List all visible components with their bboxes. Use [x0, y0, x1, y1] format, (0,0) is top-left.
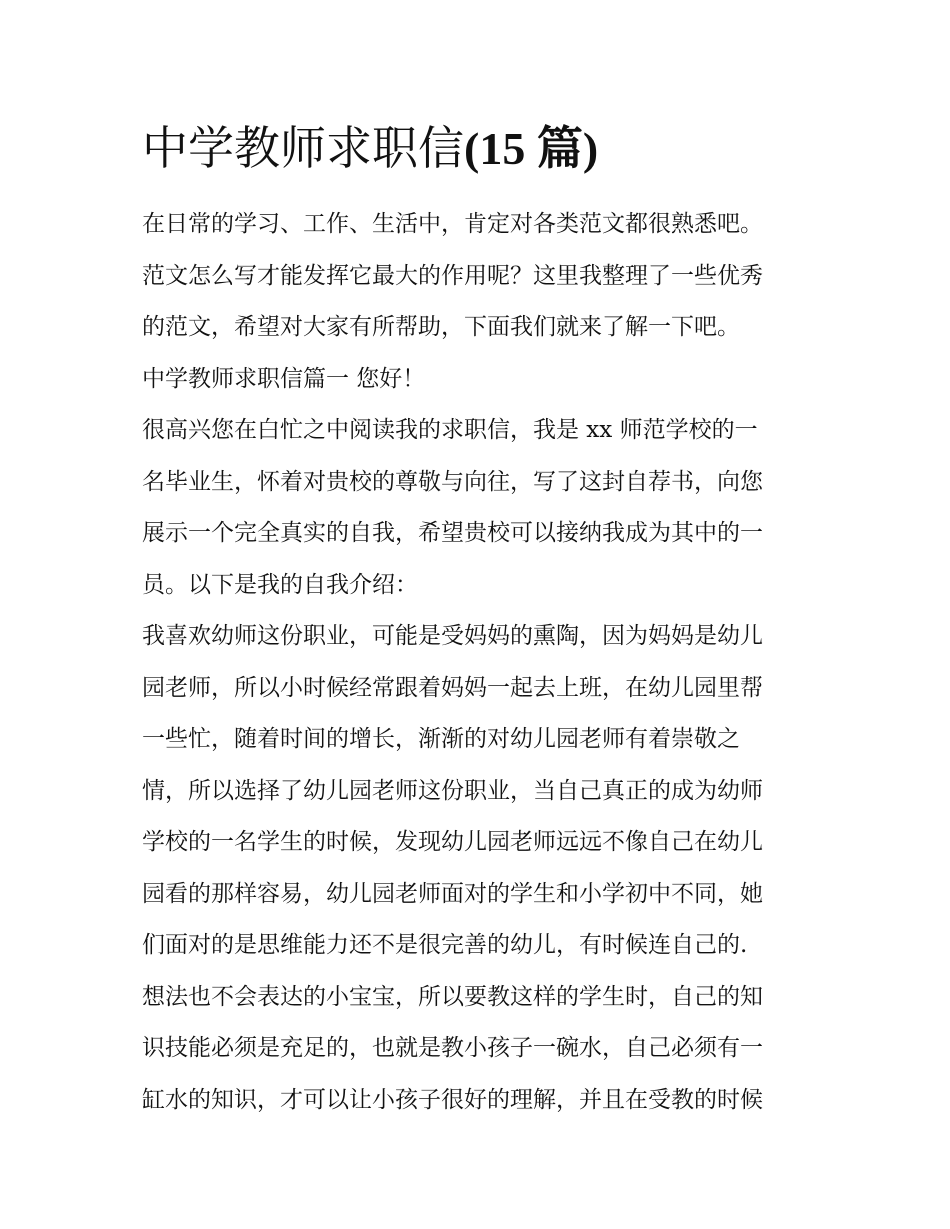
title-main: 中学教师求职信 [142, 121, 464, 175]
text-line: 我喜欢幼师这份职业，可能是受妈妈的熏陶，因为妈妈是幼儿 [142, 623, 763, 649]
text-line: 很高兴您在白忙之中阅读我的求职信，我是 xx 师范学校的一 [142, 417, 758, 443]
text-line: 一些忙，随着时间的增长，渐渐的对幼儿园老师有着崇敬之 [142, 726, 740, 752]
text-line: 展示一个完全真实的自我，希望贵校可以接纳我成为其中的一 [142, 520, 763, 546]
text-line: 园老师，所以小时候经常跟着妈妈一起去上班，在幼儿园里帮 [142, 674, 763, 701]
page-title [142, 116, 598, 181]
text-line: 想法也不会表达的小宝宝，所以要教这样的学生时，自己的知 [142, 983, 763, 1010]
text-line: 在日常的学习、工作、生活中，肯定对各类范文都很熟悉吧。 [142, 211, 763, 237]
text-line: 们面对的是思维能力还不是很完善的幼儿，有时候连自己的. [142, 932, 748, 958]
text-line: 名毕业生，怀着对贵校的尊敬与向往，写了这封自荐书，向您 [142, 468, 763, 495]
text-line: 中学教师求职信篇一 您好！ [142, 365, 426, 392]
text-line: 识技能必须是充足的，也就是教小孩子一碗水，自己必须有一 [142, 1035, 763, 1061]
body-text [142, 199, 814, 1126]
text-line: 缸水的知识，才可以让小孩子很好的理解，并且在受教的时候 [142, 1086, 763, 1113]
text-line: 员。以下是我的自我介绍： [142, 571, 418, 598]
text-line: 范文怎么写才能发挥它最大的作用呢？这里我整理了一些优秀 [142, 262, 763, 289]
text-line: 学校的一名学生的时候，发现幼儿园老师远远不像自己在幼儿 [142, 829, 763, 855]
title-count: (15 篇) [464, 123, 599, 174]
text-line: 园看的那样容易，幼儿园老师面对的学生和小学初中不同，她 [142, 880, 763, 907]
text-line: 情，所以选择了幼儿园老师这份职业，当自己真正的成为幼师 [142, 777, 763, 804]
text-line: 的范文，希望对大家有所帮助，下面我们就来了解一下吧。 [142, 314, 740, 340]
